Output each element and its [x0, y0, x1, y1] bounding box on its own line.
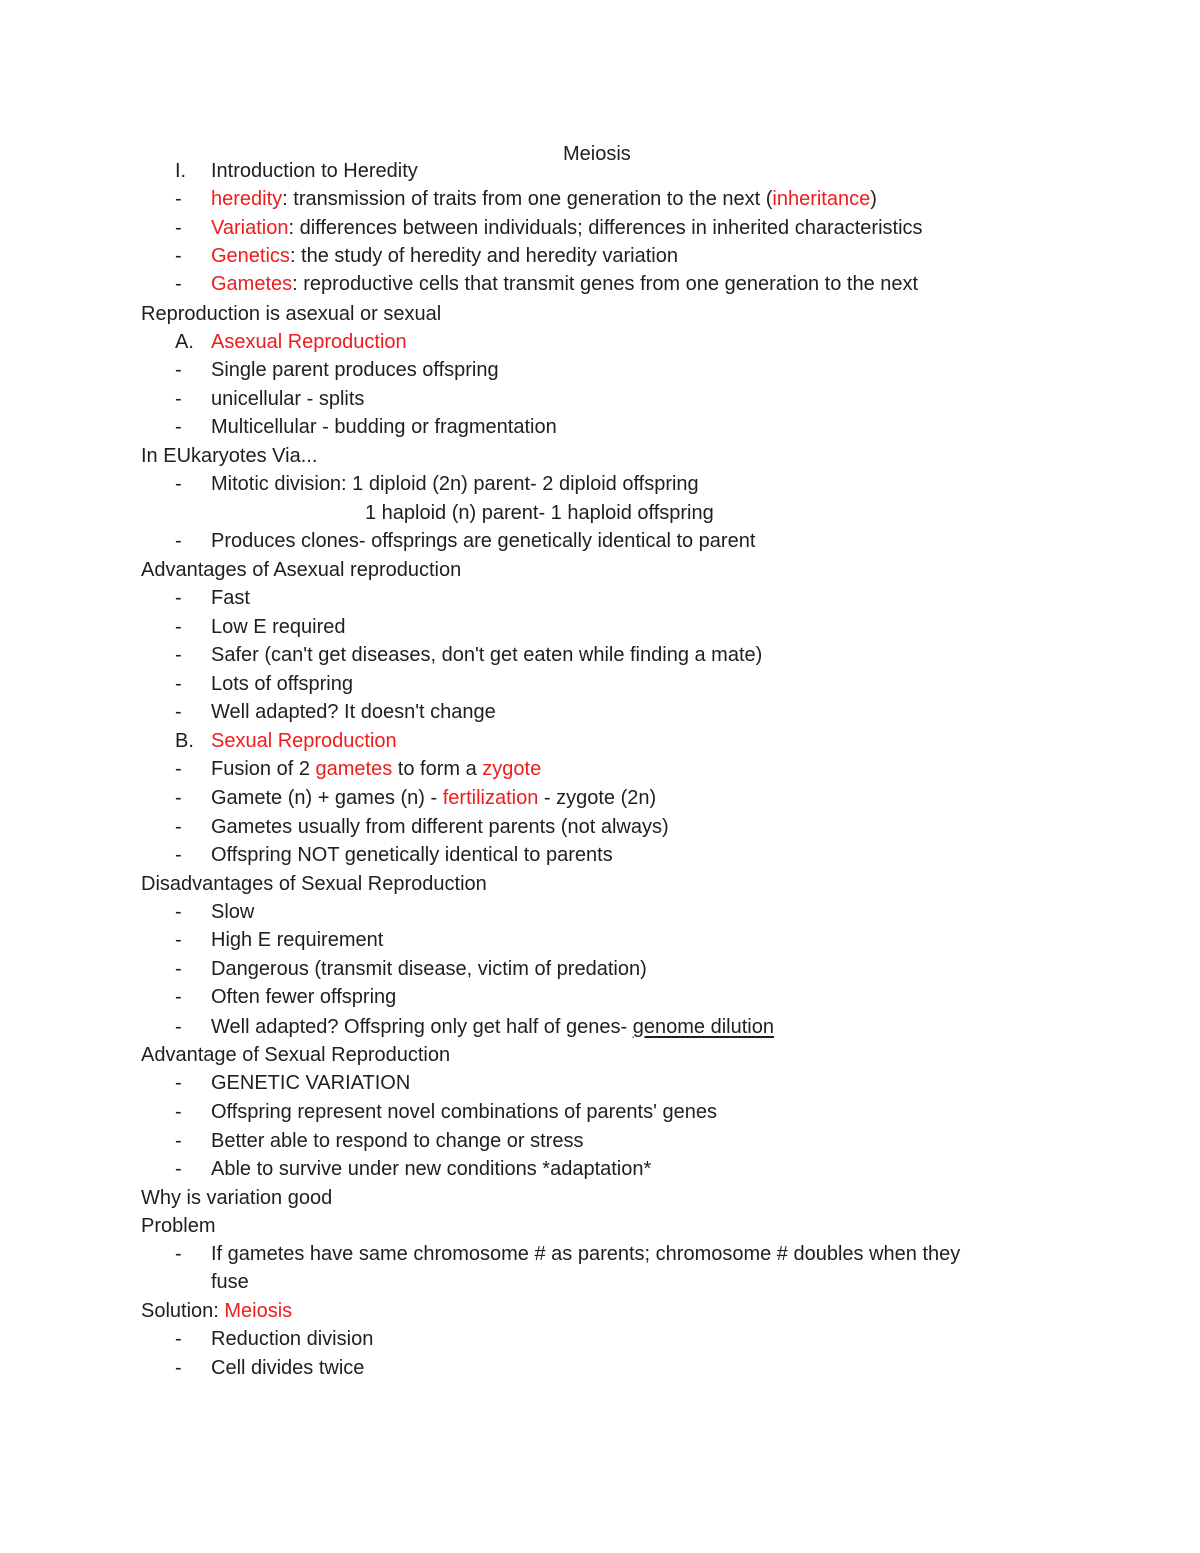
underlined-term: genome dilution: [632, 1016, 774, 1038]
text-segment: High E requirement: [211, 929, 384, 951]
text-segment: Problem: [141, 1215, 216, 1237]
highlighted-term: gametes: [315, 758, 393, 780]
text-segment: Dangerous (transmit disease, victim of predation): [211, 958, 647, 980]
highlighted-term: Sexual Reproduction: [211, 730, 397, 752]
bullet-marker: -: [175, 587, 182, 609]
text-segment: Safer (can't get diseases, don't get eaten while finding a mate): [211, 644, 763, 666]
list-item: [211, 586, 250, 610]
list-item: [211, 1242, 960, 1266]
text-segment: : differences between individuals; differences in inherited characteristics: [288, 217, 923, 239]
list-item: [211, 330, 407, 354]
text-segment: - zygote (2n): [538, 787, 657, 809]
list-item: [211, 1356, 364, 1380]
bullet-marker: -: [175, 1328, 182, 1350]
list-item: [211, 1327, 373, 1351]
list-item: [211, 700, 496, 724]
list-item: [211, 529, 755, 553]
list-item: [211, 843, 613, 867]
text-segment: Why is variation good: [141, 1187, 333, 1209]
text-line: [141, 1214, 215, 1238]
list-item: [211, 757, 541, 781]
list-item: [211, 1129, 583, 1153]
list-item: [211, 415, 557, 439]
bullet-marker: -: [175, 1158, 182, 1180]
bullet-marker: -: [175, 758, 182, 780]
list-item: [211, 1071, 410, 1095]
list-item: [211, 900, 254, 924]
list-item: [211, 159, 418, 183]
highlighted-term: Gametes: [211, 273, 293, 295]
outline-marker: I.: [175, 160, 187, 182]
text-line: [365, 501, 714, 525]
bullet-marker: -: [175, 1101, 182, 1123]
list-item: [211, 272, 918, 296]
text-segment: Gamete (n) + games (n) -: [211, 787, 443, 809]
text-segment: fuse: [211, 1271, 249, 1293]
text-segment: Often fewer offspring: [211, 986, 397, 1008]
text-segment: to form a: [392, 758, 483, 780]
text-segment: 1 haploid (n) parent- 1 haploid offspring: [365, 502, 714, 524]
bullet-marker: -: [175, 844, 182, 866]
list-item: [211, 957, 647, 981]
text-line: [211, 1270, 249, 1294]
highlighted-term: zygote: [482, 758, 542, 780]
bullet-marker: -: [175, 929, 182, 951]
list-item: [211, 472, 699, 496]
bullet-marker: -: [175, 188, 182, 210]
bullet-marker: -: [175, 416, 182, 438]
list-item: [211, 985, 396, 1009]
text-segment: Fast: [211, 587, 250, 609]
text-segment: Advantage of Sexual Reproduction: [141, 1044, 451, 1066]
bullet-marker: -: [175, 1130, 182, 1152]
text-segment: unicellular - splits: [211, 388, 365, 410]
text-segment: ): [870, 188, 877, 210]
list-item: [211, 216, 923, 240]
bullet-marker: -: [175, 958, 182, 980]
text-segment: Advantages of Asexual reproduction: [141, 559, 462, 581]
bullet-marker: -: [175, 217, 182, 239]
list-item: [211, 928, 383, 952]
bullet-marker: -: [175, 673, 182, 695]
text-segment: If gametes have same chromosome # as parents; chromosome # doubles when they: [211, 1243, 961, 1265]
highlighted-term: inheritance: [772, 188, 871, 210]
bullet-marker: -: [175, 787, 182, 809]
text-segment: Reduction division: [211, 1328, 374, 1350]
bullet-marker: -: [175, 388, 182, 410]
bullet-marker: -: [175, 901, 182, 923]
text-segment: Fusion of 2: [211, 758, 316, 780]
list-item: [211, 672, 353, 696]
bullet-marker: -: [175, 273, 182, 295]
text-line: [141, 1299, 292, 1323]
list-item: [211, 187, 877, 211]
text-segment: Solution:: [141, 1300, 225, 1322]
highlighted-term: Genetics: [211, 245, 290, 267]
bullet-marker: -: [175, 245, 182, 267]
outline-marker: A.: [175, 331, 194, 353]
text-segment: Offspring NOT genetically identical to parents: [211, 844, 613, 866]
list-item: [211, 786, 656, 810]
text-segment: Able to survive under new conditions *adaptation*: [211, 1158, 652, 1180]
list-item: [211, 244, 678, 268]
text-segment: Low E required: [211, 616, 346, 638]
bullet-marker: -: [175, 530, 182, 552]
text-segment: Better able to respond to change or stress: [211, 1130, 584, 1152]
text-segment: Multicellular - budding or fragmentation: [211, 416, 557, 438]
text-segment: Produces clones- offsprings are genetically identical to parent: [211, 530, 756, 552]
text-segment: Well adapted? Offspring only get half of genes-: [211, 1016, 633, 1038]
list-item: [211, 1015, 774, 1039]
list-item: [211, 387, 364, 411]
list-item: [211, 815, 669, 839]
highlighted-term: Variation: [211, 217, 289, 239]
list-item: [211, 1157, 651, 1181]
list-item: [211, 615, 346, 639]
text-line: [141, 444, 317, 468]
bullet-marker: -: [175, 473, 182, 495]
list-item: [211, 1100, 717, 1124]
outline-marker: B.: [175, 730, 194, 752]
text-segment: Lots of offspring: [211, 673, 353, 695]
text-segment: : reproductive cells that transmit genes from one generation to the next: [292, 273, 919, 295]
text-line: [141, 558, 461, 582]
bullet-marker: -: [175, 701, 182, 723]
text-segment: Cell divides twice: [211, 1357, 365, 1379]
text-segment: Gametes usually from different parents (not always): [211, 816, 669, 838]
text-line: [141, 1186, 332, 1210]
text-segment: Single parent produces offspring: [211, 359, 499, 381]
highlighted-term: heredity: [211, 188, 283, 210]
bullet-marker: -: [175, 1072, 182, 1094]
text-segment: Mitotic division: 1 diploid (2n) parent- 2 diploid offspring: [211, 473, 699, 495]
bullet-marker: -: [175, 1243, 182, 1265]
text-segment: Reproduction is asexual or sexual: [141, 303, 442, 325]
list-item: [211, 643, 762, 667]
text-segment: Offspring represent novel combinations of parents' genes: [211, 1101, 717, 1123]
highlighted-term: Asexual Reproduction: [211, 331, 407, 353]
text-segment: : transmission of traits from one generation to the next (: [282, 188, 773, 210]
highlighted-term: Meiosis: [224, 1300, 293, 1322]
text-segment: In EUkaryotes Via...: [141, 445, 318, 467]
text-segment: Disadvantages of Sexual Reproduction: [141, 873, 487, 895]
bullet-marker: -: [175, 1016, 182, 1038]
bullet-marker: -: [175, 986, 182, 1008]
text-line: [141, 1043, 450, 1067]
highlighted-term: fertilization: [442, 787, 539, 809]
list-item: [211, 358, 499, 382]
text-segment: : the study of heredity and heredity variation: [289, 245, 678, 267]
bullet-marker: -: [175, 816, 182, 838]
text-segment: Introduction to Heredity: [211, 160, 418, 182]
text-line: [141, 872, 487, 896]
text-segment: Well adapted? It doesn't change: [211, 701, 496, 723]
bullet-marker: -: [175, 616, 182, 638]
text-line: [141, 302, 441, 326]
page-title: Meiosis: [563, 143, 631, 165]
text-segment: Slow: [211, 901, 255, 923]
bullet-marker: -: [175, 1357, 182, 1379]
text-segment: GENETIC VARIATION: [211, 1072, 411, 1094]
list-item: [211, 729, 397, 753]
bullet-marker: -: [175, 359, 182, 381]
bullet-marker: -: [175, 644, 182, 666]
